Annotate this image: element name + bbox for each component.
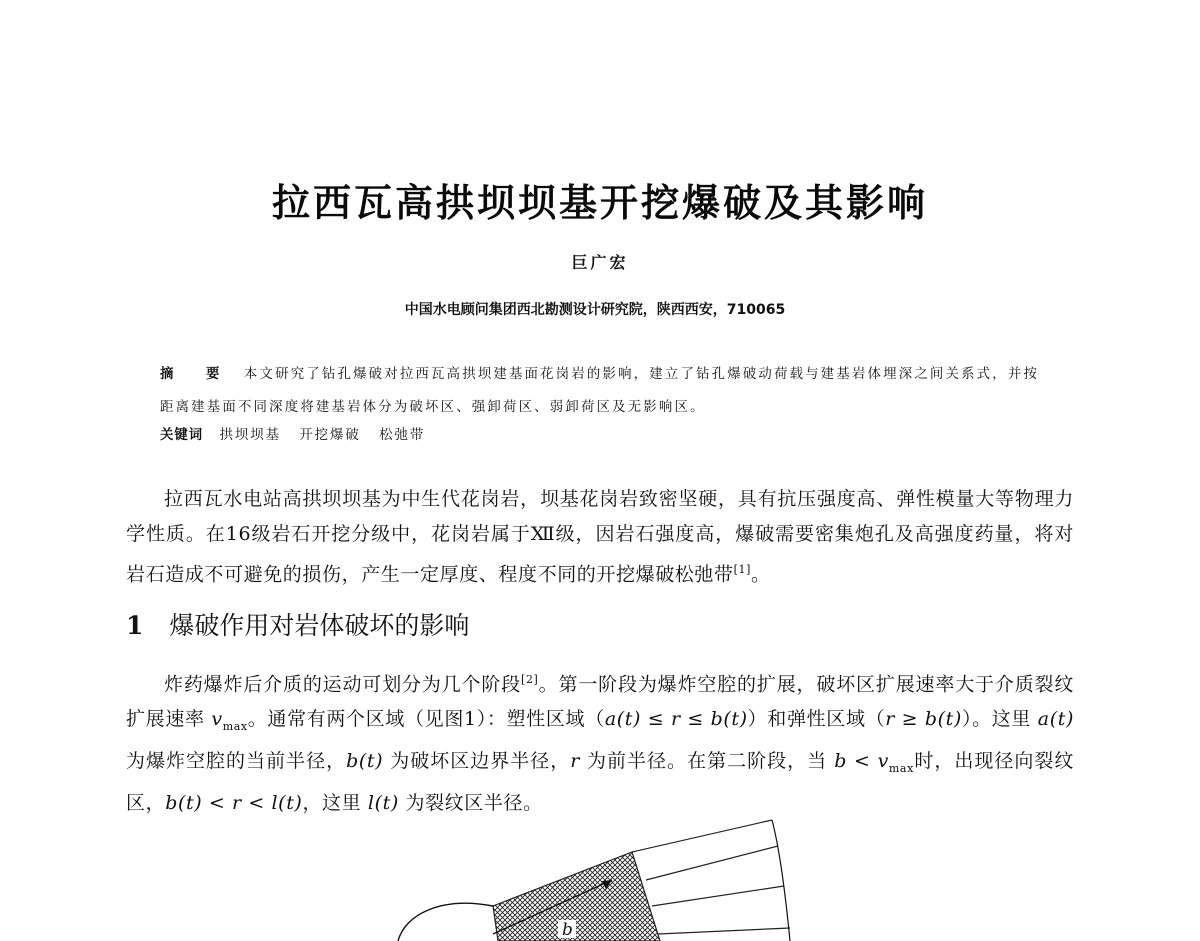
math-plastic-cond: a(t) ≤ r ≤ b(t) [604, 708, 748, 731]
intro-text: 拉西瓦水电站高拱坝坝基为中生代花岗岩，坝基花岗岩致密坚硬，具有抗压强度高、弹性模量大等物理力学性质。在16级岩石开挖分级中，花岗岩属于Ⅻ级，因岩石强度高，爆破需要密集炮孔及高强度药量，将对岩石造成不可避免的损伤，产生一定厚度、程度不同的开挖爆破松弛带 [126, 488, 1074, 586]
label-b: b [562, 920, 573, 940]
keyword-item: 开挖爆破 [299, 428, 361, 443]
math-crack-cond: b(t) < r < l(t) [165, 791, 303, 814]
math-b-cond: b < v [834, 750, 889, 773]
intro-end: 。 [751, 563, 771, 586]
section-number: 1 [126, 611, 144, 640]
p-text: 。通常有两个区域（见图1）：塑性区域（ [247, 708, 605, 731]
author-name: 巨广宏 [571, 253, 629, 272]
crack-line [646, 846, 778, 880]
crack-line [632, 820, 772, 852]
p-text: 为裂纹区半径。 [398, 791, 543, 814]
p-text: 为前半径。在第二阶段，当 [579, 750, 835, 773]
crack-zone-arc [772, 820, 790, 941]
section-title: 爆破作用对岩体破坏的影响 [169, 611, 470, 640]
p-text: 。第一阶段为爆炸空腔的扩展，破坏区扩展速率大于介质裂纹扩展速率 [126, 673, 1074, 731]
p-text: ）和弹性区域（ [747, 708, 886, 731]
p-text: 炸药爆炸后介质的运动可划分为几个阶段 [164, 673, 522, 696]
citation-ref: [1] [733, 563, 751, 576]
math-a-t: a(t) [1037, 708, 1074, 731]
abstract-text: 本文研究了钻孔爆破对拉西瓦高拱坝建基面花岗岩的影响，建立了钻孔爆破动荷载与建基岩体埋深之间关系式，并按距离建基面不同深度将建基岩体分为破坏区、强卸荷区、弱卸荷区及无影响区。 [160, 367, 1040, 415]
math-l-t: l(t) [367, 791, 399, 814]
math-r: r [570, 750, 580, 773]
citation-ref: [2] [521, 673, 539, 686]
p-text: 为破坏区边界半径， [383, 750, 571, 773]
paper-title: 拉西瓦高拱坝坝基开挖爆破及其影响 [271, 181, 928, 225]
p-text: ）。这里 [961, 708, 1038, 731]
p-text: 时，出现径向裂纹区， [126, 750, 1074, 814]
p-text: ，这里 [302, 791, 368, 814]
abstract-label: 摘 要 [160, 367, 234, 382]
math-b-t: b(t) [346, 750, 384, 773]
cavity-circle [398, 903, 493, 941]
math-sub: max [222, 720, 248, 734]
math-v: v [211, 708, 223, 731]
keyword-item: 拱坝坝基 [219, 428, 281, 443]
p-text: 为爆炸空腔的当前半径， [126, 750, 347, 773]
keywords-label: 关键词 [160, 428, 204, 443]
math-sub: max [888, 761, 914, 775]
crack-line [658, 928, 790, 934]
keyword-item: 松弛带 [379, 428, 426, 443]
author-affiliation: 中国水电顾问集团西北勘测设计研究院，陕西西安，710065 [404, 302, 786, 318]
math-elastic-cond: r ≥ b(t) [885, 708, 962, 731]
crack-line [652, 886, 784, 906]
